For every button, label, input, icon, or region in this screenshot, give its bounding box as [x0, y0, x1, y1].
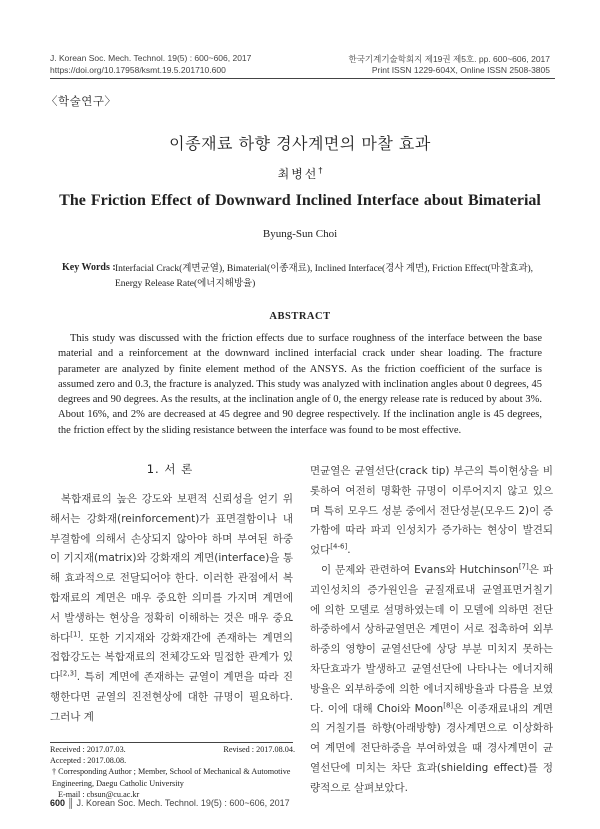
revised-date: Revised : 2017.08.04. — [223, 745, 295, 754]
title-english: The Friction Effect of Downward Inclined Interface about Bimaterial — [59, 192, 541, 209]
footer-journal: J. Korean Soc. Mech. Technol. 19(5) : 600~606, 2017 — [76, 798, 290, 808]
citation-ref[interactable]: [4-6] — [330, 542, 348, 551]
author-korean — [0, 165, 600, 182]
right-column-text — [310, 462, 553, 799]
author-email[interactable]: E-mail : cbsun@cu.ac.kr — [58, 789, 140, 799]
author-english: Byung-Sun Choi — [262, 228, 338, 240]
intro-text-3a: 이 문제와 관련하여 Evans와 Hutchinson — [321, 563, 519, 576]
corresponding-author-note: † Corresponding Author ; Member, School of Mechanical & Automotive Engineering, Daegu Catholic University — [52, 767, 291, 788]
abstract-heading: ABSTRACT — [269, 311, 331, 322]
page-footer — [50, 798, 290, 808]
intro-text-2b: . — [347, 544, 351, 557]
intro-text-3c: 은 이종재료내의 계면의 거칠기를 하향(아래방향) 경사계면으로 이상화하여 계면에 전단하중을 부여하였을 때 경사계면이 균열선단에 미치는 차단 효과(shielding effect)를 정량적으로 살펴보았다. — [310, 702, 553, 794]
keywords-text: Interfacial Crack(계면균열), Bimaterial(이종재료), Inclined Interface(경사 계면), Friction Effect(마찰효과), Energy Release Rate(에너지해방율) — [115, 264, 534, 289]
footnote-dates — [50, 744, 295, 800]
section-heading-introduction: 1. 서 론 — [146, 462, 194, 476]
citation-ref[interactable]: [7] — [518, 562, 529, 571]
article-category: 〈학술연구〉 — [46, 96, 117, 108]
header-rule — [50, 78, 555, 79]
left-column-text — [50, 490, 293, 728]
received-date: Received : 2017.07.03. — [50, 745, 126, 754]
citation-ref[interactable]: [8] — [443, 701, 454, 710]
accepted-date: Accepted : 2017.08.08. — [50, 756, 127, 766]
intro-text-1c: . 특히 계면에 존재하는 균열이 계면을 따라 진행한다면 균열의 진전현상에 대한 규명이 필요하다. 그러나 계 — [50, 671, 293, 723]
intro-text-1b: . 또한 기지재와 강화재간에 존재하는 계면의 접합강도는 복합재료의 전체강도와 밀접한 관계가 있다 — [50, 631, 293, 684]
journal-citation-header: J. Korean Soc. Mech. Technol. 19(5) : 600~606, 2017 — [50, 53, 252, 63]
doi-link[interactable]: https://doi.org/10.17958/ksmt.19.5.201710.600 — [50, 65, 226, 75]
corresponding-author-mark: † — [318, 166, 323, 175]
citation-ref[interactable]: [2,3] — [60, 669, 77, 678]
journal-citation-header-korean: 한국기계기술학회지 제19권 제5호. pp. 600~606, 2017 — [348, 54, 550, 64]
issn-line: Print ISSN 1229-604X, Online ISSN 2508-3805 — [371, 65, 550, 75]
page-number: 600 — [50, 798, 66, 808]
title-korean: 이종재료 하향 경사계면의 마찰 효과 — [169, 134, 431, 153]
intro-text-2a: 면균열은 균열선단(crack tip) 부근의 특이현상을 비롯하여 여전히 명확한 규명이 이루어지지 않고 있으며 특히 모우드 성분 중에서 전단성분(모우드 2)이 증가함에 따라 파괴 인성치가 증가하는 현상이 발견되었다 — [310, 465, 553, 557]
footnote-rule — [50, 742, 293, 743]
intro-paragraph-2 — [310, 561, 553, 799]
footer-separator: ║ — [67, 798, 74, 808]
intro-text-3b: 은 파괴인성치의 증가원인을 균질재료내 균열표면거칠기에 의한 모델로 설명하였는데 이 모델에 의하면 전단하중하에서 상하균열면은 계면이 서로 접촉하여 외부하중의 영향이 균열선단에 상당 부분 미치지 못하는 차단효과가 발생하고 균열선단에 나타나는 에너지해방율은 외부하중에 의한 에너지해방율과 다름을 보였다. 이에 대해 Choi와 Moon — [310, 563, 553, 715]
keywords-label: Key Words : — [62, 262, 116, 273]
intro-text-1a: 복합재료의 높은 강도와 보편적 신뢰성을 얻기 위해서는 강화재(reinforcement)가 표면결함이나 내부결함에 의해서 손상되지 않아야 하며 부여된 하중이 기지재(matrix)와 강화재의 계면(interface)을 통해 효과적으로 전달되어야 한다. 이러한 관점에서 복합재료의 계면은 매우 중요한 의미를 가지며 계면에서 발생하는 현상을 정확히 이해하는 것은 매우 중요하다 — [50, 493, 293, 644]
citation-ref[interactable]: [1] — [70, 630, 81, 639]
intro-paragraph-1-continued — [310, 462, 553, 561]
author-korean-name: 최병선 — [277, 167, 319, 181]
intro-paragraph-1 — [50, 490, 293, 728]
abstract-body: This study was discussed with the friction effects due to surface roughness of the interface between the base material and a reinforcement at the downward inclined interfacial crack under shear loading. The fracture parameter are analyzed by finite element method of the ANSYS. As the friction coefficient of the surface is assumed zero and 0.3, the fracture is analyzed. This study was analyzed with inclination angles about 0 degrees, 45 degrees and 90 degrees. As the results, at the inclination angle of 0, the energy release rate is reduced by about 3%. About 16%, and 2% are decreased at 45 degree and 90 degree respectively. If the inclination angle is 45 degrees, the friction effect by the sliding resistance between the interface was found to be most effective. — [58, 333, 542, 436]
